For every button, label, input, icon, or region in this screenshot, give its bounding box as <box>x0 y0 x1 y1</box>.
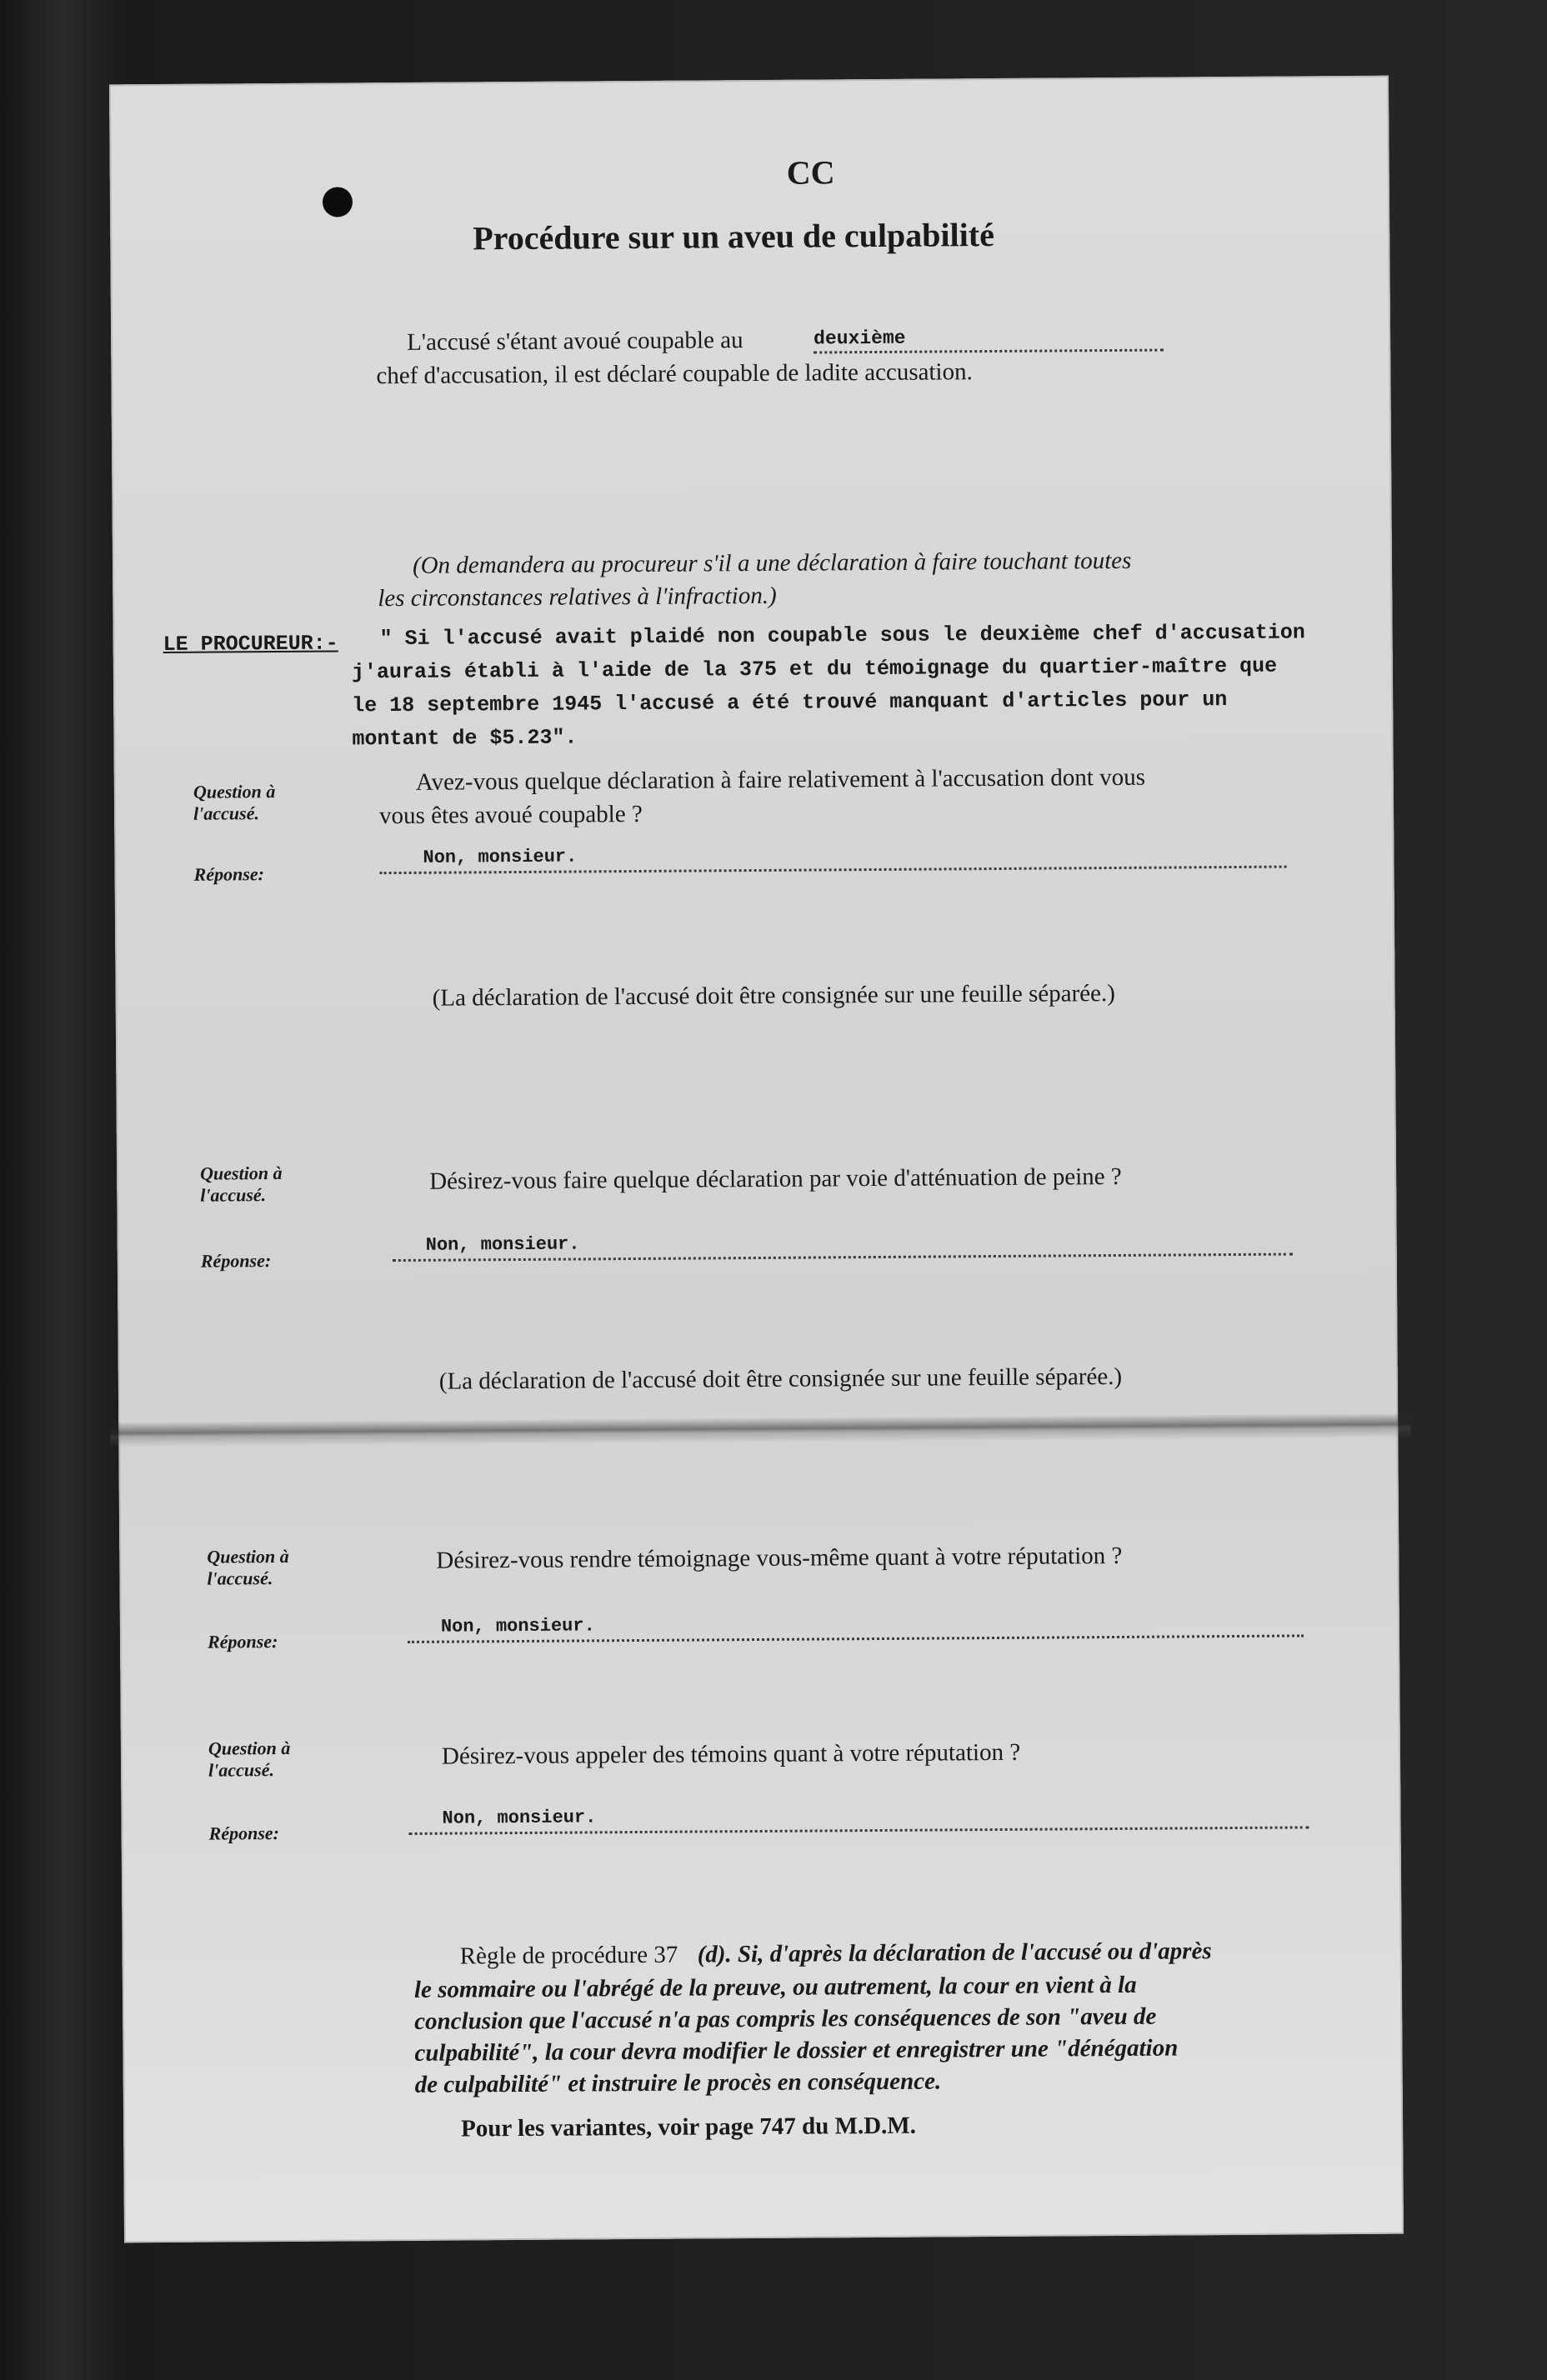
intro-line1-dots <box>814 349 1164 354</box>
form-code: CC <box>786 153 835 192</box>
question-1-line2: vous êtes avoué coupable ? <box>379 800 643 830</box>
rule-lead-italic: (d). Si, d'après la déclaration de l'accusé ou d'après <box>697 1938 1212 1968</box>
question-2-line1: Désirez-vous faire quelque déclaration par voie d'atténuation de peine ? <box>429 1162 1122 1195</box>
question-1-line1: Avez-vous quelque déclaration à faire relativement à l'accusation dont vous <box>415 763 1146 796</box>
question-1-answer-label: Réponse: <box>193 863 265 885</box>
prosecutor-line-3: le 18 septembre 1945 l'accusé a été trouvé manquant d'articles pour un <box>352 688 1228 718</box>
rule-line-4: de culpabilité" et instruire le procès en conséquence. <box>414 2068 942 2098</box>
rule-line-3: culpabilité", la cour devra modifier le dossier et enregistrer une "dénégation <box>414 2034 1179 2067</box>
question-3-answer-label: Réponse: <box>207 1631 278 1652</box>
rule-lead: Règle de procédure 37 <box>459 1941 678 1970</box>
prosecutor-line-2: j'aurais établi à l'aide de la 375 et du témoignage du quartier-maître que <box>351 653 1278 685</box>
question-4-answer-label: Réponse: <box>208 1822 280 1844</box>
form-title: Procédure sur un aveu de culpabilité <box>473 215 995 258</box>
rule-line-2: conclusion que l'accusé n'a pas compris les conséquences de son "aveu de <box>414 2002 1157 2035</box>
question-4-answer: Non, monsieur. <box>442 1807 597 1829</box>
intro-line2: chef d'accusation, il est déclaré coupable de ladite accusation. <box>376 358 973 390</box>
rule-line-1: le sommaire ou l'abrégé de la preuve, ou autrement, la cour en vient à la <box>413 1971 1137 2003</box>
question-2-answer-label: Réponse: <box>200 1250 272 1272</box>
intro-line1-prefix: L'accusé s'étant avoué coupable au <box>407 327 743 356</box>
question-4-side-label: Question à l'accusé. <box>208 1737 291 1781</box>
intro-line1-value: deuxième <box>814 327 906 350</box>
prosecutor-line-1: " Si l'accusé avait plaidé non coupable sous le deuxième chef d'accusation <box>379 620 1305 652</box>
question-4-line1: Désirez-vous appeler des témoins quant à votre réputation ? <box>441 1738 1021 1770</box>
question-3-side-label: Question à l'accusé. <box>207 1545 289 1589</box>
prosecutor-line-4: montant de $5.23". <box>352 725 578 752</box>
question-1-side-label: Question à l'accusé. <box>193 781 276 824</box>
question-2-answer: Non, monsieur. <box>425 1233 580 1256</box>
form-sheet <box>109 76 1404 2243</box>
paper-fold <box>110 1413 1410 1448</box>
punch-hole <box>323 187 353 217</box>
question-1-answer: Non, monsieur. <box>423 846 578 868</box>
question-2-side-label: Question à l'accusé. <box>200 1162 283 1206</box>
instruction-line1: (On demandera au procureur s'il a une déclaration à faire touchant toutes <box>412 547 1132 579</box>
question-3-answer: Non, monsieur. <box>440 1615 595 1638</box>
rule-variants: Pour les variantes, voir page 747 du M.D.M. <box>461 2112 917 2142</box>
question-2-note: (La déclaration de l'accusé doit être consignée sur une feuille séparée.) <box>438 1362 1123 1395</box>
question-3-line1: Désirez-vous rendre témoignage vous-même quant à votre réputation ? <box>436 1542 1123 1574</box>
question-1-note: (La déclaration de l'accusé doit être consignée sur une feuille séparée.) <box>432 979 1115 1012</box>
prosecutor-label: LE PROCUREUR:- <box>163 631 338 657</box>
instruction-line2: les circonstances relatives à l'infraction.) <box>378 582 777 612</box>
